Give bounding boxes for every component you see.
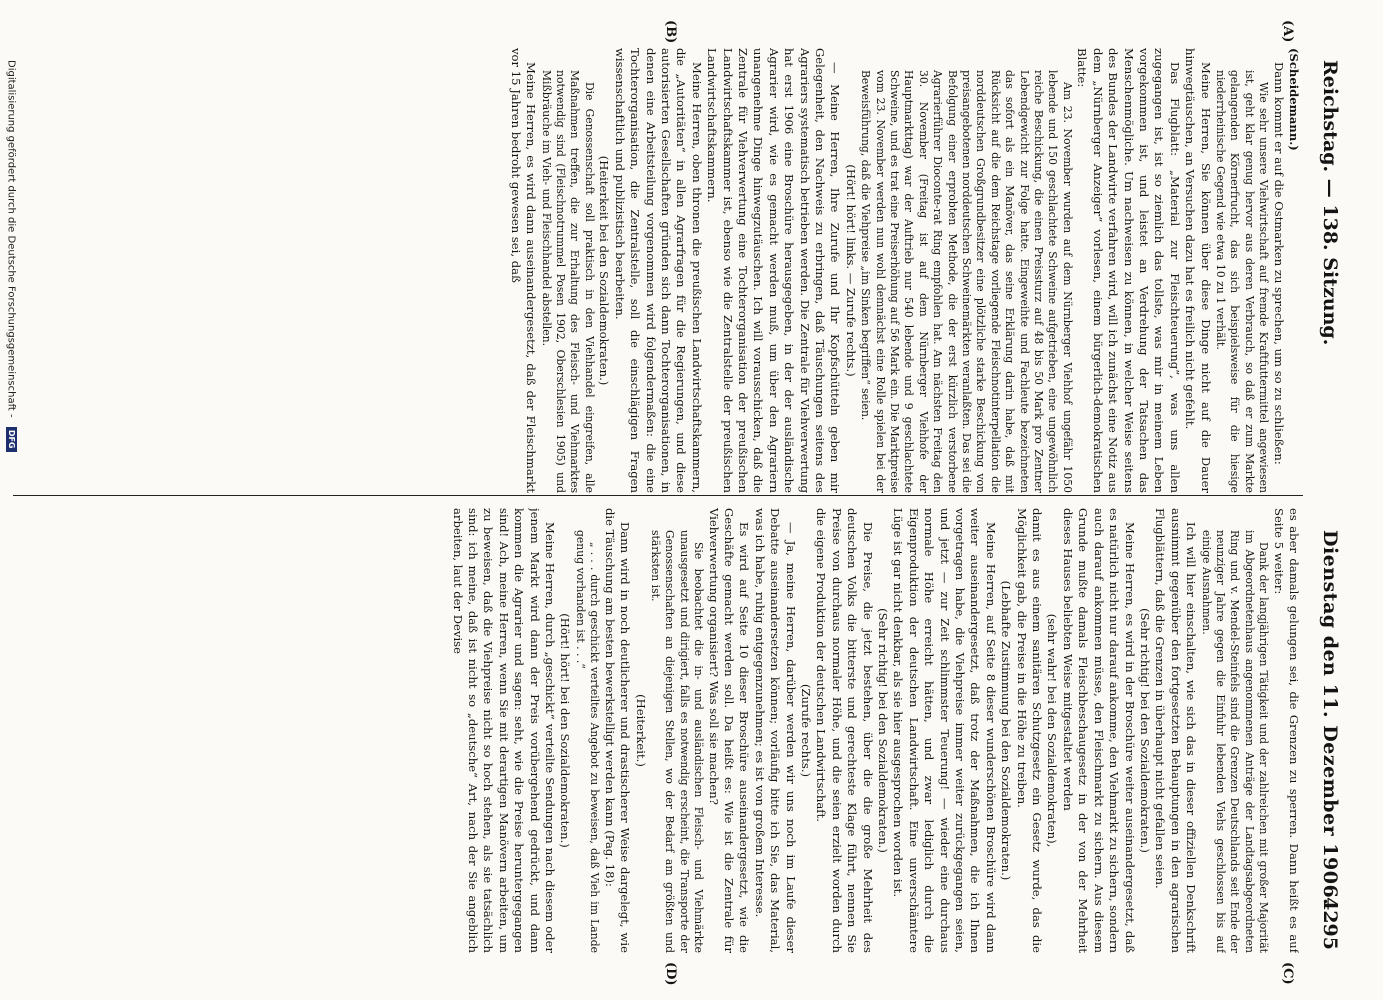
column-divider xyxy=(13,495,1303,496)
interjection: (Hört! hört! bei den Sozialdemokraten.) xyxy=(558,613,573,848)
paragraph: Es wird auf Seite 10 dieser Broschüre auseinandergesetzt, wie die Geschäfte gemacht werden soll. Da heißt es: Wie ist die Zentrale für Viehverwertung organisiert? Was soll sie machen? xyxy=(706,508,752,953)
paragraph: — Meine Herren, Ihre Zurufe und Ihr Kopfschütteln geben mir Gelegenheit, den Nachweis zu erbringen, daß Täuschungen seitens des Agrariers systematisch betrieben werden. Die Zentrale für Viehverwertung hat erst 1906 eine Broschüre herausgegeben, in der der ausländische Agrarier wird, wie es gemacht werden muß, um über den Agrariern unangenehme Dinge hinwegzutäuschen. Ich will vorausschicken, daß die Zentrale für Viehverwertung eine Tochterorganisation der preußischen Landwirtschaftskammer ist, ebenso wie die Zentralstelle der preußischen Landwirtschaftskammern. xyxy=(705,48,843,493)
funding-footer xyxy=(6,60,18,940)
paragraph: Das Flugblatt: „Material zur Fleischteuerung“, was uns allen zugegangen ist, ist so ziemlich das tollste, was mir in meinem Leben vorgekommen ist, und leistet an Verdrehung der Tatsachen das Menschenmögliche. Um nachweisen zu können, in welcher Weise seitens des Bundes der Landwirte verfahren wird, will ich zunächst eine Notiz aus dem „Nürnberger Anzeiger“ vorlesen, einem bürgerlich-demokratischen Blatte: xyxy=(1075,48,1182,493)
paragraph: es aber damals gelungen sei, die Grenzen zu sperren. Dann heißt es auf Seite 5 weiter: xyxy=(1271,508,1301,953)
interjection: (sehr wahr! bei den Sozialdemokraten), xyxy=(1045,613,1060,848)
page-title: Reichstag. — 138. Sitzung. xyxy=(1319,60,1341,346)
margin-letter-a: (A) xyxy=(1280,20,1295,43)
paragraph: Die Preise, die jetzt bestehen, über die die große Mehrheit des deutschen Volks die bitterste und gerechteste Klage führt, nennen Sie Preise von durchaus normaler Höhe, und die seien erzielt worden durch die eigene Produktion der deutschen Landwirtschaft. xyxy=(814,508,875,953)
page-header xyxy=(1315,60,1341,950)
funding-notice: Digitalisierung gefördert durch die Deutsche Forschungsgemeinschaft - xyxy=(5,60,17,418)
quotation: „ . . . durch geschickt verteiltes Angebot zu beweisen, daß Vieh im Lande genug vorhanden ist . . .“ xyxy=(573,530,602,953)
paragraph: Meine Herren, durch „geschickt“ verteilte Sendungen nach diesem oder jenem Markt wird dann der Preis vorübergehend gedrückt, und dann kommen die Agrarier und sagen: seht, wie die Preise heruntergegangen sind! Ach, meine Herren, wenn Sie mit derartigen Manövern arbeiten, um zu beweisen, daß die Viehpreise nicht so hoch stehen, als sie tatsächlich sind: ich meine, daß ist nicht so „deutsche“ Art, nach der Sie angeblich arbeiten, laut der Devise xyxy=(450,508,558,953)
paragraph: Meine Herren, auf Seite 8 dieser wunderschönen Broschüre wird dann weiter auseinandergesetzt, daß trotz der Maßnahmen, die ich Ihnen vorgetragen habe, die Viehpreise immer weiter zurückgegangen seien, und jetzt — zur Zeit schlimmster Teuerung! — wieder eine durchaus normale Höhe erreicht hätten, und zwar lediglich durch die Eigenproduktion der deutschen Landwirtschaft. Eine unverschämtere Lüge ist gar nicht denkbar, als sie hier ausgesprochen worden ist. xyxy=(891,508,998,953)
paragraph: Dann wird in noch deutlicherer und drastischerer Weise dargelegt, wie die Täuschung am besten bewerkstelligt werden kann (Pag. 18): xyxy=(602,508,633,953)
quotation: Die Genossenschaft soll praktisch in den Viehhandel eingreifen, alle Maßnahmen treffen, die zur Erhaltung des Fleisch- und Viehmarktes notwendig sind (Fleischnotrummel Posen 1902, Oberschlesien 1905) und Mißbräuche im Vieh- und Fleischhandel abstellen. xyxy=(539,70,596,493)
page-number: 4295 xyxy=(1319,897,1341,950)
right-column xyxy=(16,508,1301,953)
interjection: (Hört! hört! links. — Zurufe rechts.) xyxy=(843,164,858,377)
paragraph: Meine Herren, oben thronen die preußischen Landwirtschaftskammern, die „Autoritäten“ in allen Agrarfragen für die Regierungen, und diese autorisierten Gesellschaften gründen sich dann Tochterorganisationen, in denen eine Arbeitsteilung vorgenommen wird folgendermaßen: die eine Tochterorganisation, die Zentralstelle, soll die einschlägigen Fragen wissenschaftlich und publizistisch bearbeiten. xyxy=(612,48,704,493)
paragraph: Meine Herren, es wird dann auseinandergesetzt, daß der Fleischmarkt vor 15 Jahren bedroht gewesen sei, daß xyxy=(508,48,539,493)
session-date: Dienstag den 11. Dezember 1906. xyxy=(1319,530,1341,906)
interjection: (Lebhafte Zustimmung bei den Sozialdemokraten.) xyxy=(999,580,1014,881)
interjection: (Heiterkeit bei den Sozialdemokraten.) xyxy=(597,155,612,386)
quotation: Am 23. November wurden auf dem Nürnberger Viehhof ungefähr 1050 lebende und 150 geschlachtete Schweine aufgetrieben, eine ungewöhnlich reiche Beschickung, die einen Preissturz auf 48 bis 50 Mark pro Zentner Lebendgewicht zur Folge hatte. Eingeweihte und Fachleute bezeichneten das sofort als ein Manöver, das seine Erklärung darin habe, daß mit Rücksicht auf die dem Reichstage vorliegende Fleischnotinterpellation die norddeutschen Großgrundbesitzer eine plötzliche starke Beschickung von preisangebotenen norddeutschen Schweinemärkten veranlaßten. Das sei die Befolgung einer erprobten Methode, die der erst kürzlich verstorbene Agrarierführer Dioconte-rat Ring empfohlen hat. Am nächsten Freitag den 30. November (Freitag ist auf dem Nürnberger Viehhofe der Hauptmarkttag) war der Auftrieb nur 540 lebende und 9 geschlachtete Schweine, und es trat eine Preiserhöhung auf 56 Mark ein. Die Marktpreise vom 23. November werden nun wohl demnächst eine Rolle spielen bei der Beweisführung, daß die Viehpreise „im Sinken begriffen“ seien. xyxy=(859,70,1074,493)
quotation: Sie beobachtet die in- und ausländischen Fleisch- und Viehmärkte unausgesetzt und dirigiert, falls es notwendig erscheint, die Transporte der Genossenschaften an diejenigen Stellen, wo der Bedarf am größten und stärksten ist. xyxy=(648,530,706,953)
quotation: Dank der langjährigen Tätigkeit und der zahlreichen mit großer Majorität im Abgeordnetenhaus angenommenen Anträge der Landtagsabgeordneten Ring und v. Mendel-Steinfels sind die Grenzen Deutschlands seit Ende der neunziger Jahre gegen die Einfuhr lebenden Viehs geschlossen bis auf einige Ausnahmen. xyxy=(1199,530,1271,953)
quotation: Wie sehr unsere Viehwirtschaft auf fremde Kraftfuttermittel angewiesen ist, geht klar genug hervor aus deren Verbrauch, so daß er zum Markte gelangenden Körnerfrucht, das sich beispielsweise für die hiesige niederrheinische Gegend wie etwa 10 zu 1 verhält. xyxy=(1213,70,1271,493)
interjection: (Sehr richtig! bei den Sozialdemokraten.) xyxy=(876,608,891,853)
margin-letter-c: (C) xyxy=(1280,962,1295,985)
interjection: (Zurufe rechts.) xyxy=(799,683,813,778)
dfg-logo: DFG xyxy=(6,427,17,452)
paragraph: Ich will hier einschalten, wie sich das in dieser offiziellen Denkschrift ausnimmt gegenüber den fortgesetzten Behauptungen in den agrarischen Flugblättern, daß die Grenzen in überhaupt nicht gefallen seien. xyxy=(1153,508,1199,953)
margin-letter-d: (D) xyxy=(663,962,678,986)
paragraph: Meine Herren, es wird in der Broschüre weiter auseinandergesetzt, daß es natürlich nicht nur darauf ankomme, den Viehmarkt zu sichern, sondern auch darauf ankommen müsse, den Fleischmarkt zu sichern. Aus diesem Grunde mußte damals Fleischbeschaugesetz in der von der Mehrheit dieses Hauses beliebten Weise mitgestaltet werden xyxy=(1060,508,1137,953)
margin-letter-b: (B) xyxy=(663,20,678,44)
paragraph: damit es aus einem sanitären Schutzgesetz ein Gesetz wurde, das die Möglichkeit gab, die Preise in die Höhe zu treiben. xyxy=(1014,508,1045,953)
left-column xyxy=(16,48,1301,493)
speaker-name: (Scheidemann.) xyxy=(1287,48,1301,151)
interjection: (Sehr richtig! bei den Sozialdemokraten.) xyxy=(1137,608,1152,853)
paragraph: — Ja, meine Herren, darüber werden wir uns noch im Laufe dieser Debatte auseinandersetzen können; vorläufig bitte ich Sie, das Material, was ich habe, ruhig entgegenzunehmen; es ist von großem Interesse. xyxy=(752,508,798,953)
paragraph: Dann kommt er auf die Ostmarken zu sprechen, um so zu schließen: xyxy=(1271,62,1286,465)
interjection: (Heiterkeit.) xyxy=(633,694,648,767)
paragraph: Meine Herren, Sie können über diese Dinge nicht auf die Dauer hinwegtäuschen, an Versuchen dazu hat es freilich nicht gefehlt. xyxy=(1183,48,1213,493)
